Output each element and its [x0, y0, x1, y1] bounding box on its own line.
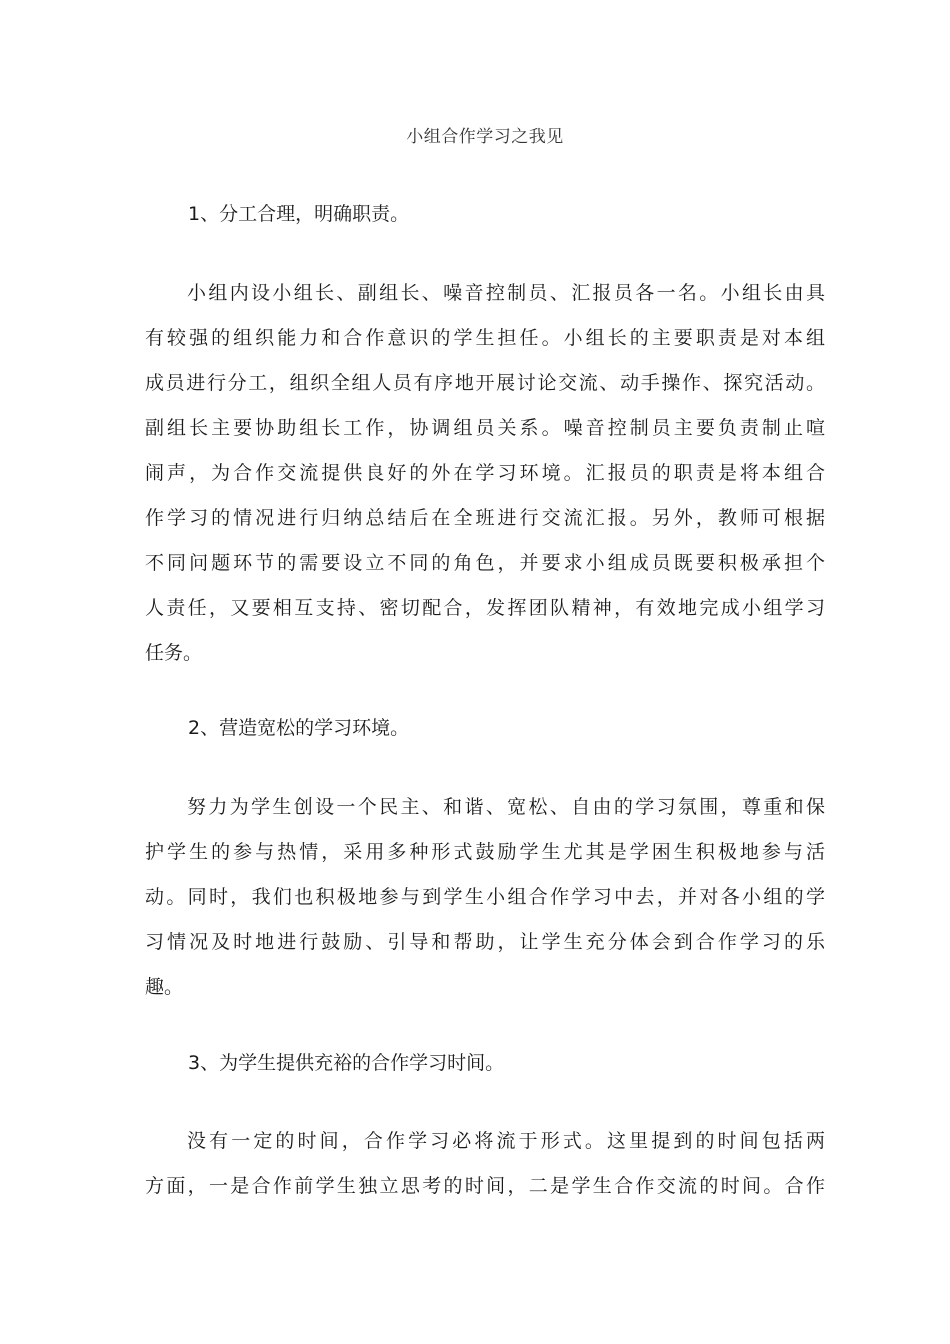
- paragraph-line: 副组长主要协助组长工作，协调组员关系。噪音控制员主要负责制止喧: [145, 417, 825, 439]
- paragraph-line: 不同问题环节的需要设立不同的角色，并要求小组成员既要积极承担个: [145, 552, 825, 574]
- document-title: 小组合作学习之我见: [406, 127, 564, 147]
- paragraph-line: 趣。: [145, 976, 184, 998]
- paragraph-line: 护学生的参与热情，采用多种形式鼓励学生尤其是学困生积极地参与活: [145, 841, 825, 863]
- paragraph-line: 任务。: [145, 642, 203, 664]
- paragraph-line: 有较强的组织能力和合作意识的学生担任。小组长的主要职责是对本组: [145, 327, 825, 349]
- paragraph-line: 没有一定的时间，合作学习必将流于形式。这里提到的时间包括两: [187, 1130, 825, 1152]
- paragraph-line: 动。同时，我们也积极地参与到学生小组合作学习中去，并对各小组的学: [145, 886, 825, 908]
- section-1-heading: 1、分工合理，明确职责。: [188, 203, 410, 225]
- paragraph-line: 小组内设小组长、副组长、噪音控制员、汇报员各一名。小组长由具: [187, 282, 825, 304]
- paragraph-line: 习情况及时地进行鼓励、引导和帮助，让学生充分体会到合作学习的乐: [145, 931, 825, 953]
- section-1-paragraph: [145, 271, 825, 676]
- paragraph-line: 成员进行分工，组织全组人员有序地开展讨论交流、动手操作、探究活动。: [145, 372, 825, 394]
- paragraph-line: 闹声，为合作交流提供良好的外在学习环境。汇报员的职责是将本组合: [145, 462, 825, 484]
- paragraph-line: 方面，一是合作前学生独立思考的时间，二是学生合作交流的时间。合作: [145, 1175, 825, 1197]
- paragraph-line: 努力为学生创设一个民主、和谐、宽松、自由的学习氛围，尊重和保: [187, 796, 825, 818]
- section-2-heading: 2、营造宽松的学习环境。: [188, 717, 410, 739]
- section-3-paragraph: [145, 1119, 825, 1209]
- section-2-paragraph: [145, 785, 825, 1010]
- paragraph-line: 作学习的情况进行归纳总结后在全班进行交流汇报。另外，教师可根据: [145, 507, 825, 529]
- section-3-heading: 3、为学生提供充裕的合作学习时间。: [188, 1052, 505, 1074]
- paragraph-line: 人责任，又要相互支持、密切配合，发挥团队精神，有效地完成小组学习: [145, 597, 825, 619]
